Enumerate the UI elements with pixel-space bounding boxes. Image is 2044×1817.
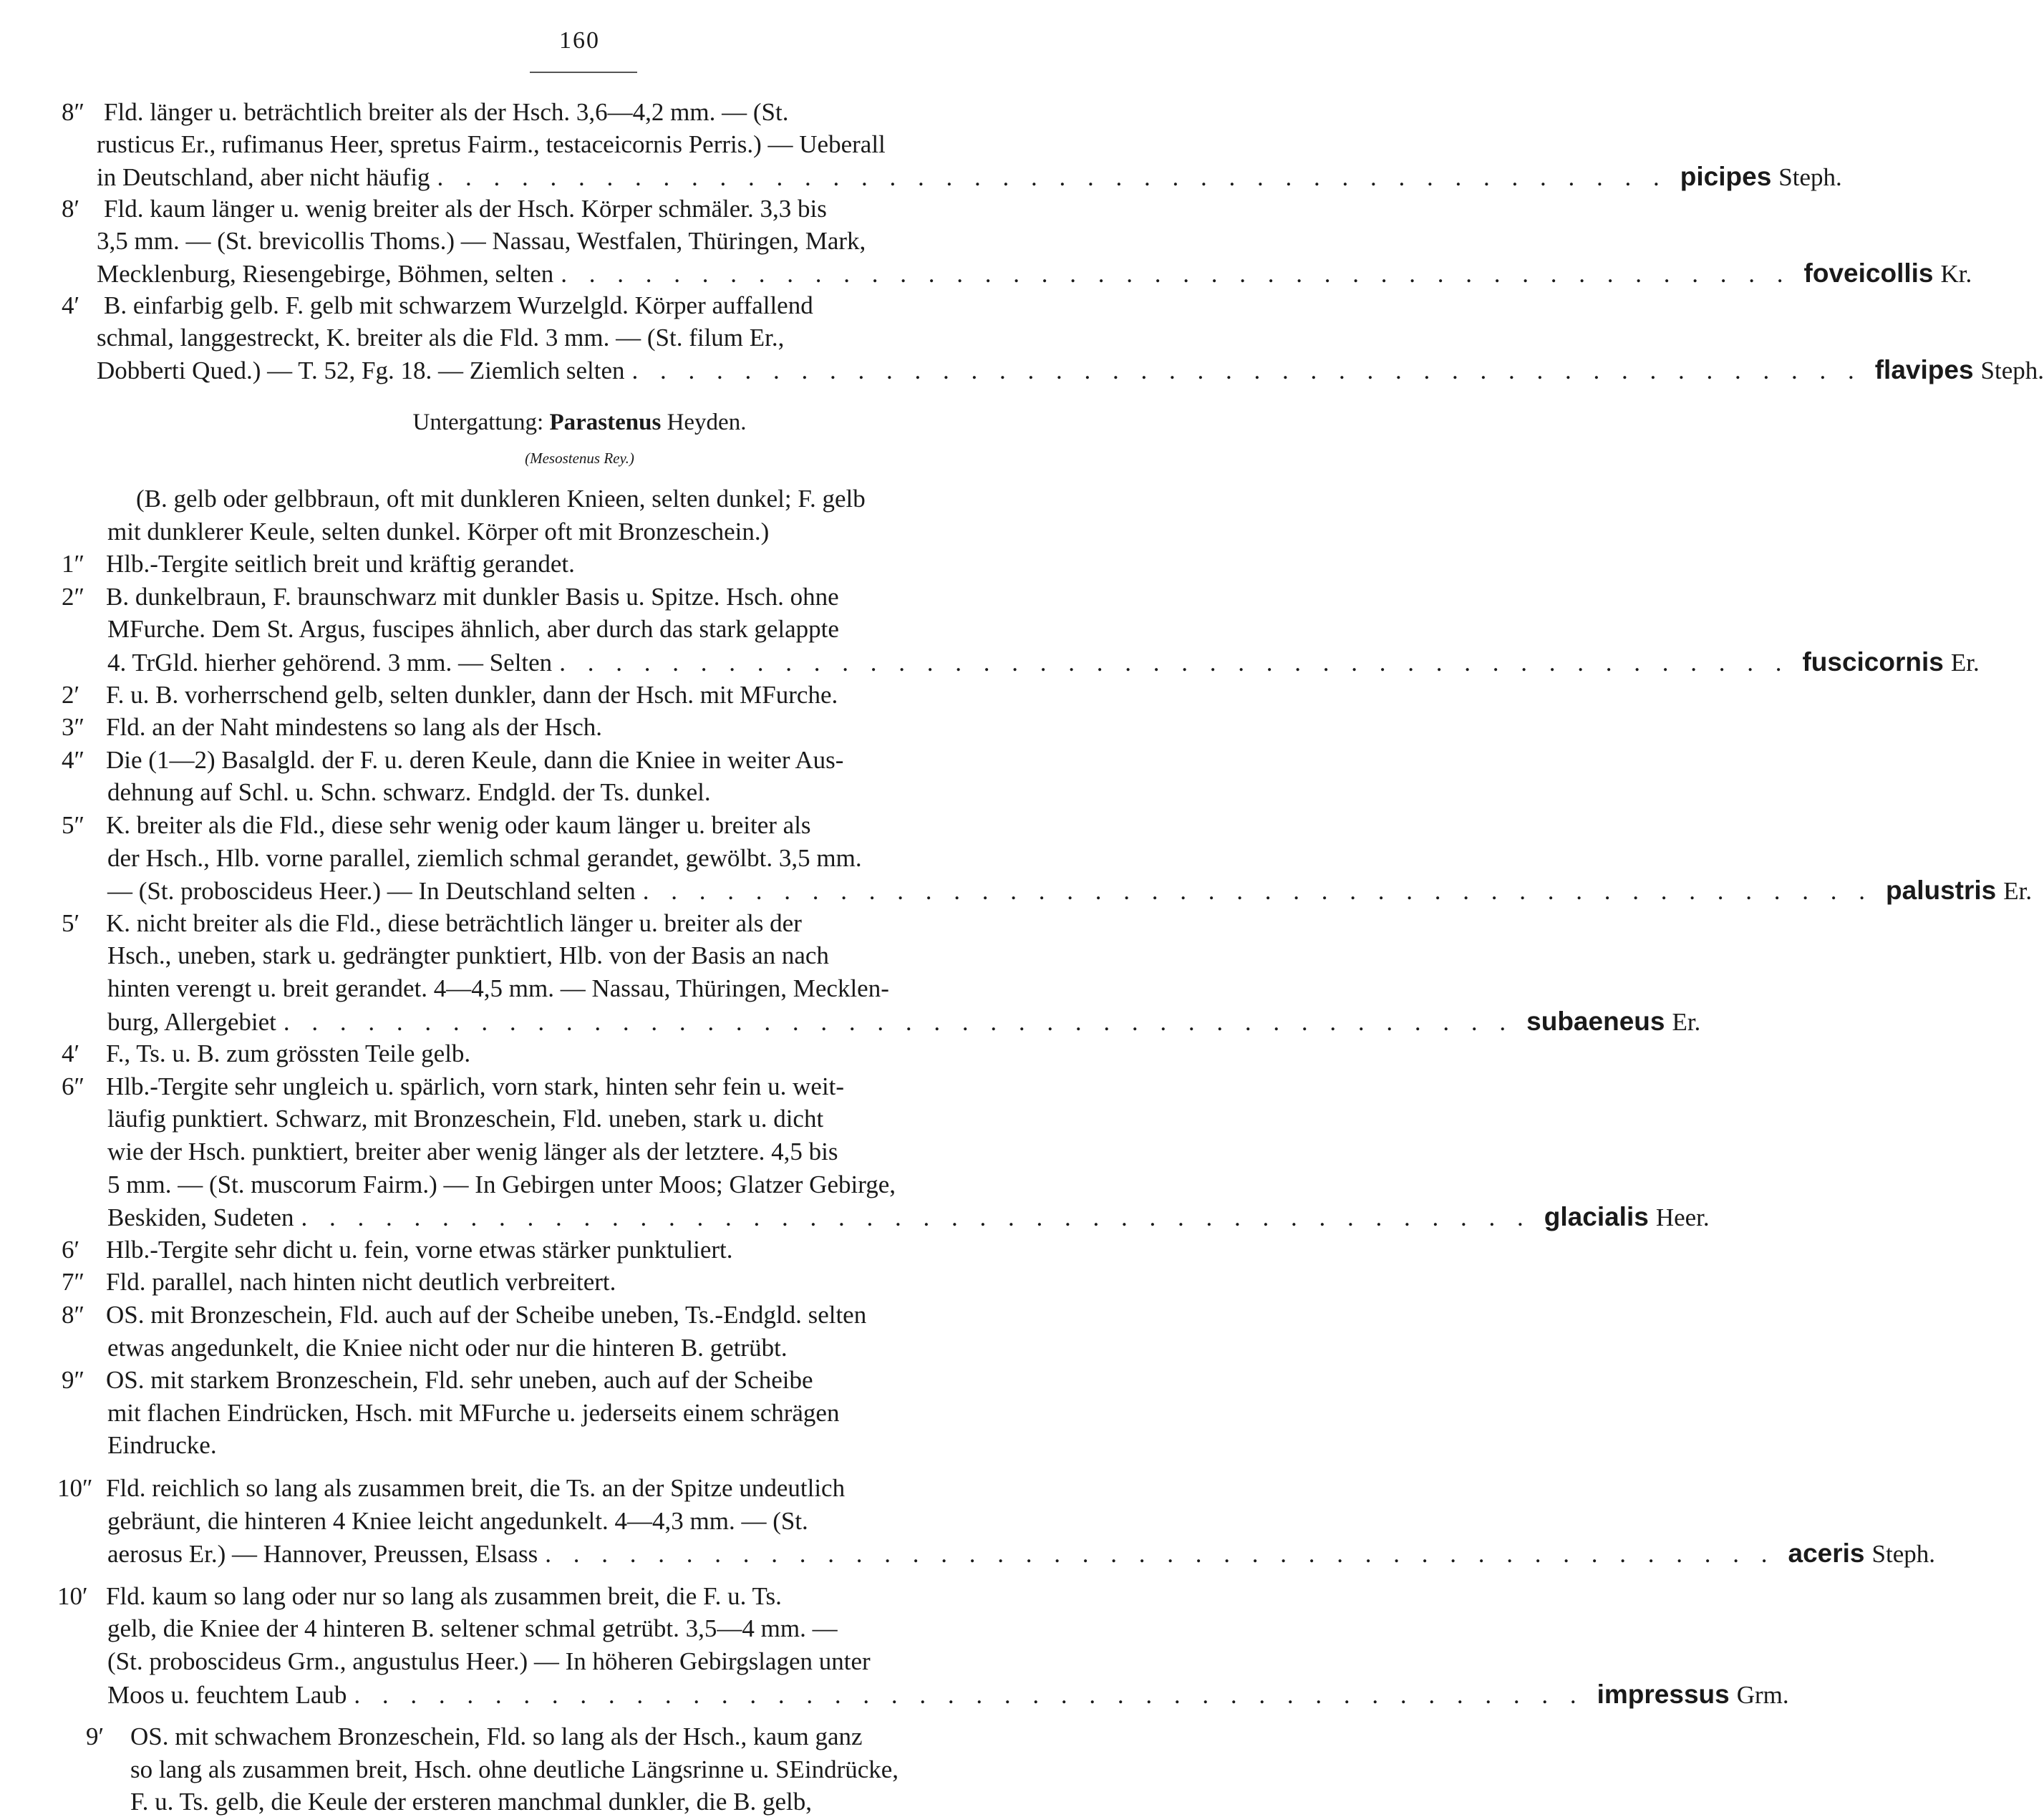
key-couplet-number: 8″ xyxy=(62,1301,85,1329)
key-line-text: K. nicht breiter als die Fld., diese beträchtlich länger u. breiter als der xyxy=(106,908,802,937)
key-couplet-number: 3″ xyxy=(62,713,85,742)
key-line xyxy=(106,908,1128,939)
leader-dots: . . . . . . . . . . . . . . . . . . . . . . . . . . . . . . . . . . . . . . . . . . . . xyxy=(301,1203,1531,1232)
key-couplet-number: 5′ xyxy=(62,908,80,937)
key-line xyxy=(130,1755,1128,1785)
key-line xyxy=(106,582,1128,612)
key-line xyxy=(107,1104,1128,1134)
header-rule xyxy=(530,72,637,73)
key-line xyxy=(106,1039,1128,1069)
key-line xyxy=(107,1614,1128,1644)
key-line-text: Beskiden, Sudeten xyxy=(107,1203,294,1232)
key-line-text: OS. mit schwachem Bronzeschein, Fld. so lang als der Hsch., kaum ganz xyxy=(130,1722,863,1751)
key-line-text: gebräunt, die hinteren 4 Kniee leicht angedunkelt. 4—4,3 mm. — (St. xyxy=(107,1506,808,1535)
key-line-text: — (St. proboscideus Heer.) — In Deutschland selten xyxy=(107,877,636,906)
key-line-text: F. u. Ts. gelb, die Keule der ersteren manchmal dunkler, die B. gelb, xyxy=(130,1788,813,1816)
leader-dots: . . . . . . . . . . . . . . . . . . . . . . . . . . . . . . . . . . . . . . . . . . . . xyxy=(354,1680,1584,1709)
leader-dots: . . . . . . . . . . . . . . . . . . . . . . . . . . . . . . . . . . . . . . . . . . . . xyxy=(642,877,1874,906)
key-line-text: Fld. parallel, nach hinten nicht deutlich verbreitert. xyxy=(106,1268,616,1297)
species-name: foveicollis xyxy=(1803,258,1934,288)
species-name: picipes xyxy=(1680,162,1772,191)
key-couplet-number: 10′ xyxy=(57,1581,88,1610)
key-line-text: wie der Hsch. punktiert, breiter aber wenig länger als der letztere. 4,5 bis xyxy=(107,1138,838,1166)
species-author: Er. xyxy=(2003,877,2033,906)
species-name: glacialis xyxy=(1544,1202,1649,1232)
key-line xyxy=(106,712,1128,742)
genus-author: Heyden. xyxy=(667,410,747,435)
key-couplet-number: 8′ xyxy=(62,195,80,223)
key-line xyxy=(107,777,1128,808)
key-line-text: OS. mit Bronzeschein, Fld. auch auf der Scheibe uneben, Ts.-Endgld. selten xyxy=(106,1301,867,1329)
leader-dots: . . . . . . . . . . . . . . . . . . . . . . . . . . . . . . . . . . . . . . . . . . . . xyxy=(561,260,1791,288)
key-couplet-number: 5″ xyxy=(62,811,85,839)
key-line-text: schmal, langgestreckt, K. breiter als die Fld. 3 mm. — (St. filum Er., xyxy=(97,324,785,352)
species-name: aceris xyxy=(1788,1539,1865,1569)
key-line xyxy=(106,1235,1128,1265)
key-couplet-number: 2′ xyxy=(62,680,80,709)
species-name: palustris xyxy=(1886,876,1997,906)
species-author: Er. xyxy=(1672,1007,1701,1036)
species-name: impressus xyxy=(1597,1679,1730,1709)
key-line xyxy=(107,941,1128,971)
key-line xyxy=(106,1473,1128,1503)
key-line-text: Hlb.-Tergite seitlich breit und kräftig gerandet. xyxy=(106,550,575,578)
key-line xyxy=(107,1430,1128,1460)
key-line-text: 4. TrGld. hierher gehörend. 3 mm. — Selten xyxy=(107,649,553,677)
key-line xyxy=(106,1072,1128,1102)
species-line xyxy=(107,1679,1789,1710)
key-line-text: B. einfarbig gelb. F. gelb mit schwarzem Wurzelgld. Körper auffallend xyxy=(104,291,813,319)
key-line-text: (B. gelb oder gelbbraun, oft mit dunkleren Knieen, selten dunkel; F. gelb xyxy=(136,485,866,513)
key-line xyxy=(106,1365,1128,1395)
key-line xyxy=(106,1300,1128,1330)
key-line xyxy=(107,1398,1128,1428)
species-author: Er. xyxy=(1950,649,1980,677)
key-couplet-number: 7″ xyxy=(62,1268,85,1297)
key-line xyxy=(106,680,1128,710)
key-line-text: Dobberti Qued.) — T. 52, Fg. 18. — Ziemlich selten xyxy=(97,357,625,384)
key-line-text: B. dunkelbraun, F. braunschwarz mit dunkler Basis u. Spitze. Hsch. ohne xyxy=(106,582,839,611)
key-line-text: Fld. kaum länger u. wenig breiter als der Hsch. Körper schmäler. 3,3 bis xyxy=(104,195,827,223)
key-couplet-number: 9″ xyxy=(62,1366,85,1395)
synonym-subheading: (Mesostenus Rey.) xyxy=(525,450,634,467)
key-line-text: etwas angedunkelt, die Kniee nicht oder nur die hinteren B. getrübt. xyxy=(107,1333,788,1362)
key-couplet-number: 8″ xyxy=(62,98,85,126)
heading-prefix: Untergattung: xyxy=(412,410,544,435)
key-line-text: Fld. reichlich so lang als zusammen breit, die Ts. an der Spitze undeutlich xyxy=(106,1474,846,1502)
key-line xyxy=(106,1581,1128,1612)
key-line-text: so lang als zusammen breit, Hsch. ohne deutliche Längsrinne u. SEindrücke, xyxy=(130,1755,899,1783)
page-number: 160 xyxy=(559,27,600,54)
key-couplet-number: 10″ xyxy=(57,1474,93,1502)
key-couplet-number: 4″ xyxy=(62,745,85,774)
key-line-text: F. u. B. vorherrschend gelb, selten dunkler, dann der Hsch. mit MFurche. xyxy=(106,680,838,709)
key-line xyxy=(104,194,1128,224)
key-line-text: Die (1—2) Basalgld. der F. u. deren Keule, dann die Kniee in weiter Aus- xyxy=(106,745,844,774)
key-line xyxy=(104,97,1128,127)
key-line xyxy=(106,745,1128,775)
key-line-text: burg, Allergebiet xyxy=(107,1007,276,1036)
species-line xyxy=(97,258,1972,289)
key-couplet-number: 6″ xyxy=(62,1072,85,1100)
key-couplet-number: 1″ xyxy=(62,550,85,578)
species-line xyxy=(107,1539,1935,1569)
subgenus-heading xyxy=(0,410,1159,436)
key-line-text: K. breiter als die Fld., diese sehr wenig oder kaum länger u. breiter als xyxy=(106,811,811,839)
key-couplet-number: 4′ xyxy=(62,1040,80,1068)
key-line xyxy=(97,323,1128,353)
key-line xyxy=(106,1267,1128,1297)
species-line xyxy=(107,876,2033,906)
key-line-text: Mecklenburg, Riesengebirge, Böhmen, selten xyxy=(97,260,554,288)
key-line-text: hinten verengt u. breit gerandet. 4—4,5 mm. — Nassau, Thüringen, Mecklen- xyxy=(107,974,889,1002)
species-line xyxy=(107,1006,1701,1037)
key-line xyxy=(97,226,1128,256)
key-line xyxy=(107,843,1128,873)
genus-name: Parastenus xyxy=(549,410,662,435)
key-line xyxy=(130,1787,1128,1817)
key-line xyxy=(107,614,1128,644)
key-line-text: Fld. länger u. beträchtlich breiter als der Hsch. 3,6—4,2 mm. — (St. xyxy=(104,98,789,126)
key-line-text: aerosus Er.) — Hannover, Preussen, Elsass xyxy=(107,1540,538,1569)
key-line-text: 3,5 mm. — (St. brevicollis Thoms.) — Nassau, Westfalen, Thüringen, Mark, xyxy=(97,227,866,255)
leader-dots: . . . . . . . . . . . . . . . . . . . . . . . . . . . . . . . . . . . . . . . . . . . . xyxy=(283,1007,1514,1036)
key-line xyxy=(107,1506,1128,1536)
key-line xyxy=(107,517,1128,547)
key-line-text: 5 mm. — (St. muscorum Fairm.) — In Gebirgen unter Moos; Glatzer Gebirge, xyxy=(107,1170,896,1198)
species-author: Kr. xyxy=(1940,260,1972,288)
key-couplet-number: 4′ xyxy=(62,291,80,319)
key-line-text: Hsch., uneben, stark u. gedrängter punktiert, Hlb. von der Basis an nach xyxy=(107,941,829,970)
leader-dots: . . . . . . . . . . . . . . . . . . . . . . . . . . . . . . . . . . . . . . . . . . . . xyxy=(437,163,1667,191)
species-author: Grm. xyxy=(1736,1680,1789,1709)
key-couplet-number: 6′ xyxy=(62,1235,80,1264)
species-name: fuscicornis xyxy=(1802,647,1944,677)
leader-dots: . . . . . . . . . . . . . . . . . . . . . . . . . . . . . . . . . . . . . . . . . . . . xyxy=(545,1540,1776,1569)
key-line xyxy=(107,974,1128,1004)
species-line xyxy=(107,647,1980,677)
key-line-text: Moos u. feuchtem Laub xyxy=(107,1680,347,1709)
key-line-text: dehnung auf Schl. u. Schn. schwarz. Endgld. der Ts. dunkel. xyxy=(107,778,711,807)
key-line xyxy=(106,549,1128,579)
species-author: Steph. xyxy=(1980,357,2044,384)
key-line-text: mit flachen Eindrücken, Hsch. mit MFurche u. jederseits einem schrägen xyxy=(107,1398,840,1427)
key-line-text: rusticus Er., rufimanus Heer, spretus Fairm., testaceicornis Perris.) — Ueberall xyxy=(97,130,886,158)
key-line xyxy=(107,1137,1128,1167)
key-line-text: Fld. kaum so lang oder nur so lang als zusammen breit, die F. u. Ts. xyxy=(106,1581,782,1610)
key-couplet-number: 2″ xyxy=(62,582,85,611)
key-line-text: gelb, die Kniee der 4 hinteren B. seltener schmal getrübt. 3,5—4 mm. — xyxy=(107,1614,838,1643)
key-line-text: der Hsch., Hlb. vorne parallel, ziemlich schmal gerandet, gewölbt. 3,5 mm. xyxy=(107,843,862,872)
key-line-text: F., Ts. u. B. zum grössten Teile gelb. xyxy=(106,1040,471,1068)
key-line-text: (St. proboscideus Grm., angustulus Heer.) — In höheren Gebirgslagen unter xyxy=(107,1647,871,1675)
species-author: Steph. xyxy=(1871,1540,1935,1569)
species-author: Steph. xyxy=(1778,163,1842,191)
key-line-text: MFurche. Dem St. Argus, fuscipes ähnlich, aber durch das stark gelappte xyxy=(107,615,839,644)
key-line-text: mit dunklerer Keule, selten dunkel. Körper oft mit Bronzeschein.) xyxy=(107,517,770,546)
key-line-text: Eindrucke. xyxy=(107,1431,217,1460)
key-line-text: OS. mit starkem Bronzeschein, Fld. sehr uneben, auch auf der Scheibe xyxy=(106,1366,813,1395)
key-line-text: läufig punktiert. Schwarz, mit Bronzeschein, Fld. uneben, stark u. dicht xyxy=(107,1105,824,1133)
species-name: flavipes xyxy=(1874,355,1974,384)
species-line xyxy=(97,162,1842,192)
key-line xyxy=(107,1170,1128,1200)
leader-dots: . . . . . . . . . . . . . . . . . . . . . . . . . . . . . . . . . . . . . . . . . . . . xyxy=(559,649,1790,677)
leader-dots: . . . . . . . . . . . . . . . . . . . . . . . . . . . . . . . . . . . . . . . . . . . . xyxy=(631,357,1862,384)
key-line xyxy=(107,1647,1128,1677)
key-line-text: in Deutschland, aber nicht häufig xyxy=(97,163,430,191)
species-author: Heer. xyxy=(1655,1203,1710,1232)
species-line xyxy=(107,1202,1710,1232)
key-line xyxy=(97,130,1128,160)
key-line xyxy=(107,1333,1128,1363)
key-line-text: Fld. an der Naht mindestens so lang als der Hsch. xyxy=(106,713,603,742)
species-name: subaeneus xyxy=(1526,1006,1665,1036)
key-line xyxy=(106,810,1128,840)
key-line-text: Hlb.-Tergite sehr dicht u. fein, vorne etwas stärker punktuliert. xyxy=(106,1235,733,1264)
key-line xyxy=(130,1722,1128,1752)
key-line xyxy=(136,484,1128,514)
key-couplet-number: 9′ xyxy=(86,1722,105,1751)
species-line xyxy=(97,355,2044,385)
key-line xyxy=(104,291,1128,321)
key-line-text: Hlb.-Tergite sehr ungleich u. spärlich, vorn stark, hinten sehr fein u. weit- xyxy=(106,1072,845,1100)
